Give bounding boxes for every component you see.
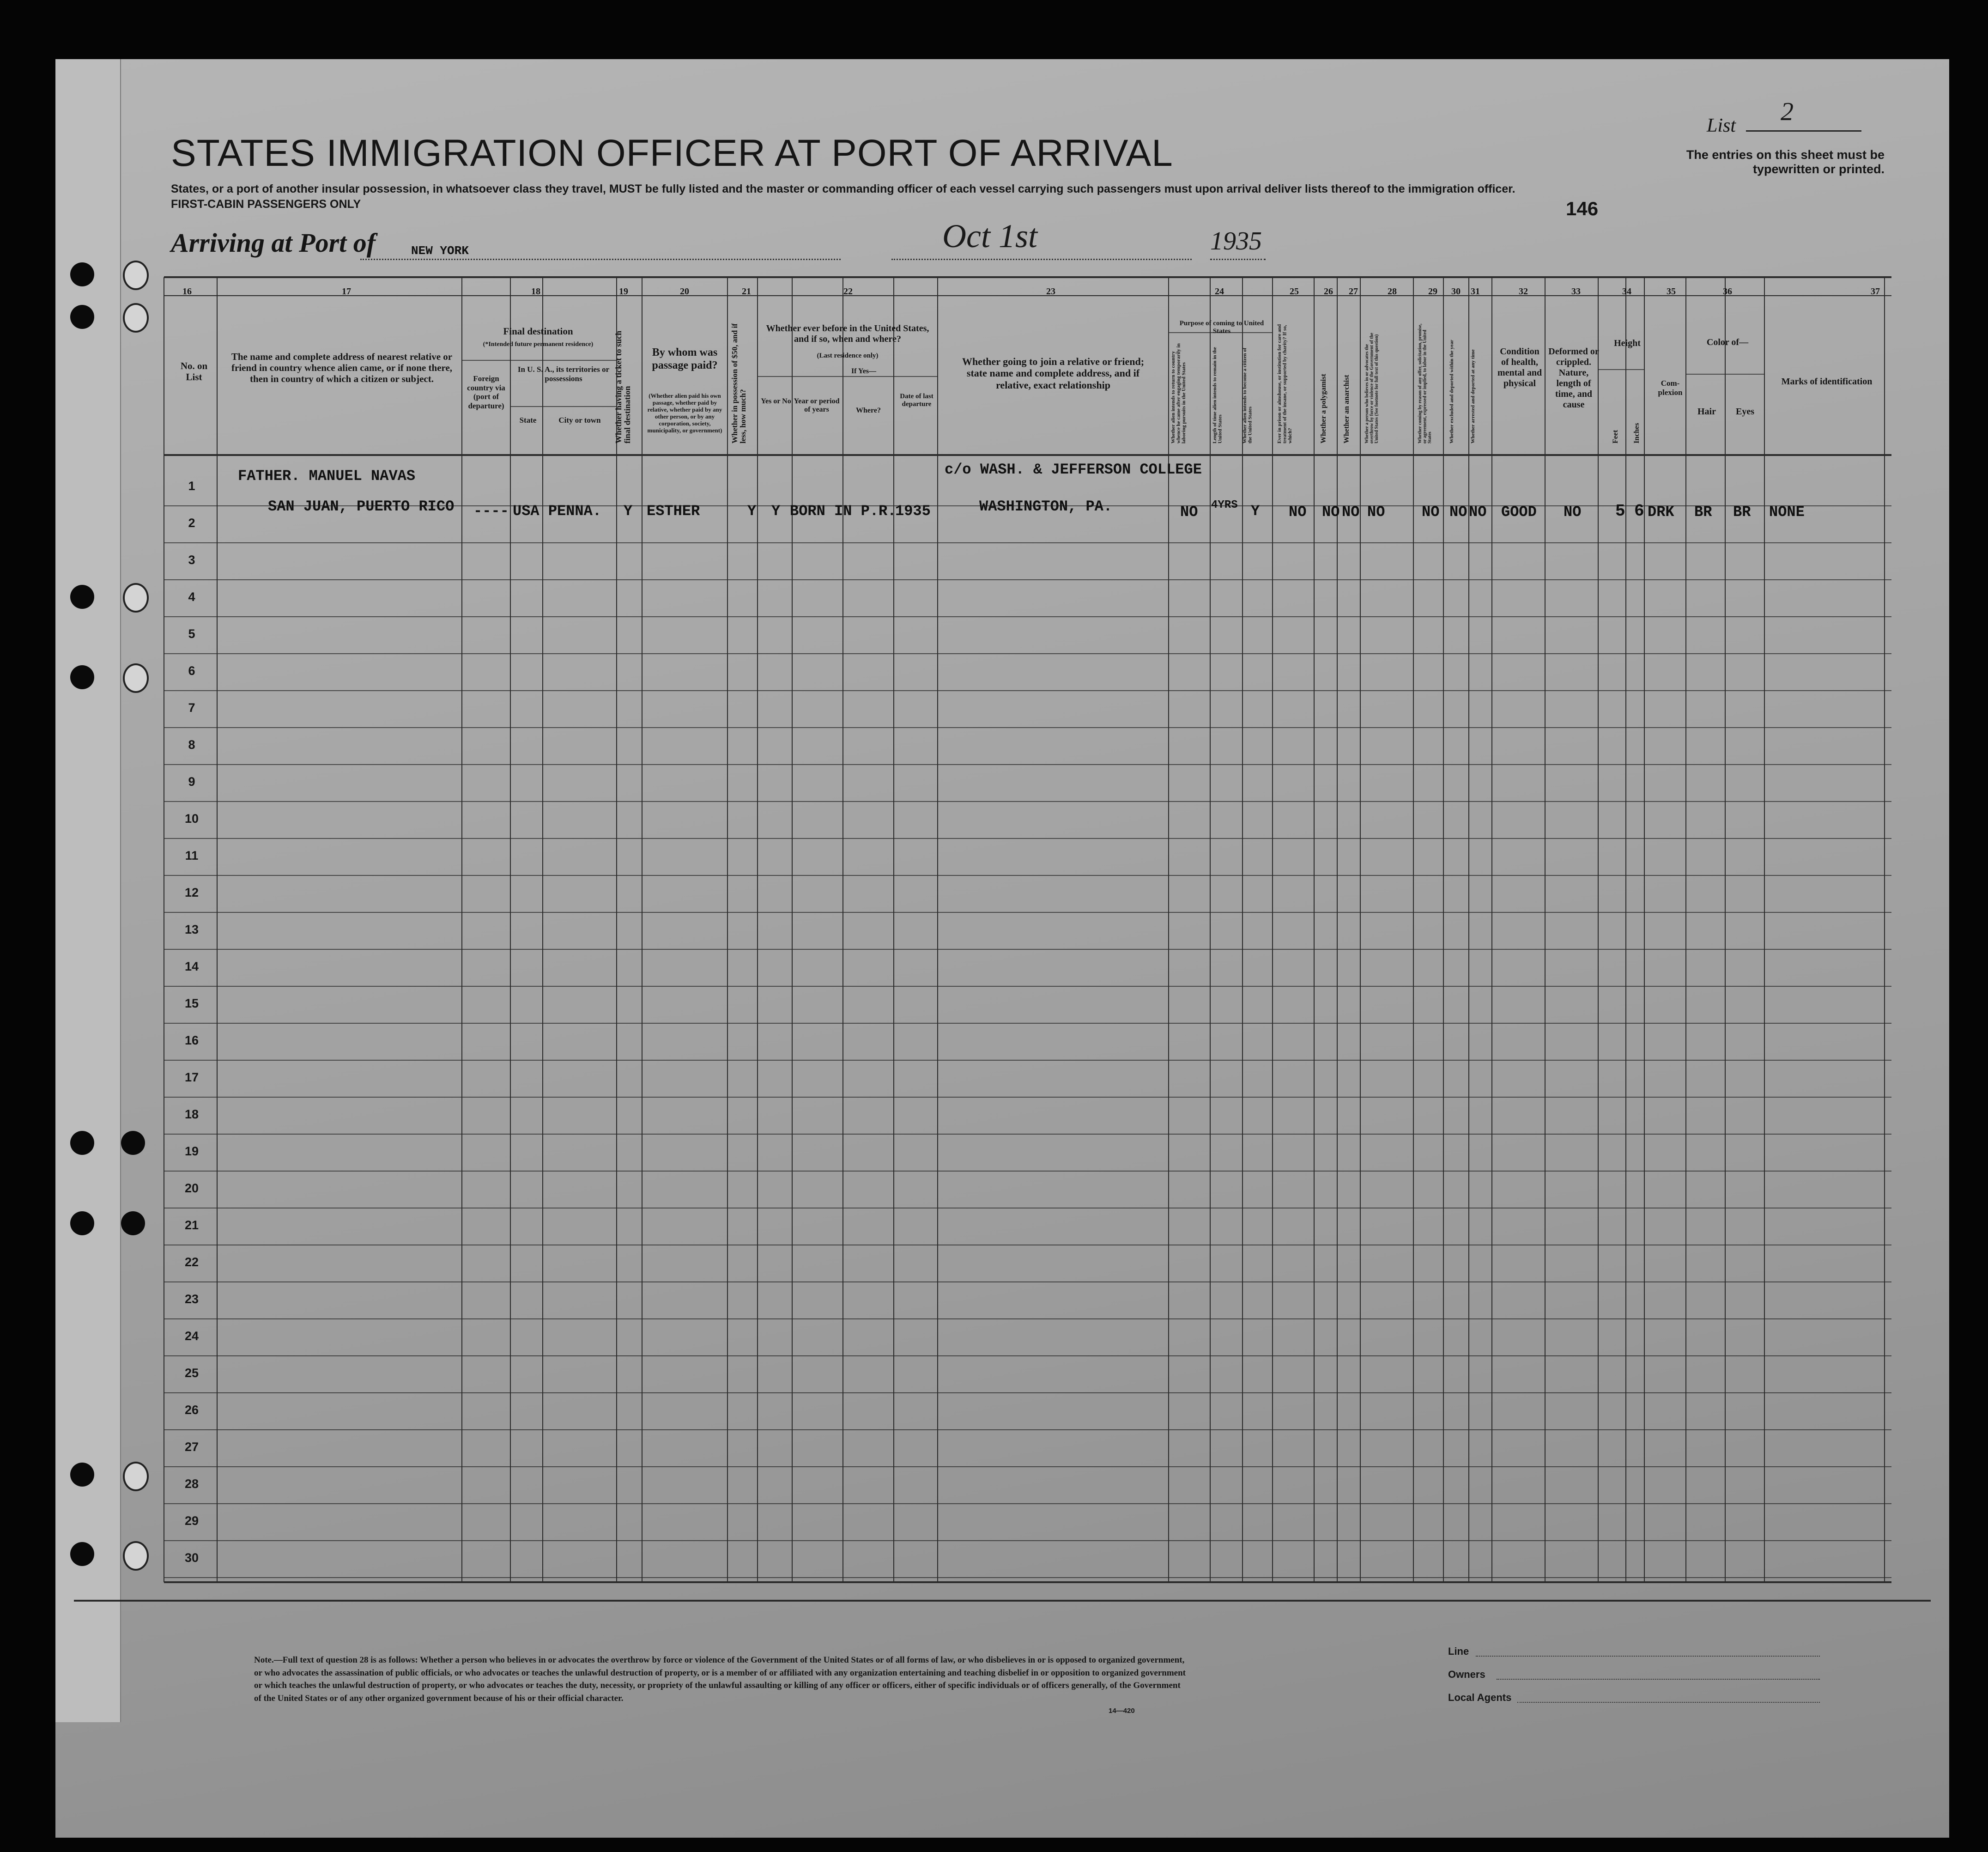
typewritten-instructions: The entries on this sheet must be typewritten or printed.	[1686, 148, 1885, 176]
colnum-21: 21	[742, 286, 751, 297]
row-number: 5	[188, 627, 195, 641]
header-feet: Feet	[1612, 430, 1619, 443]
row-number: 6	[188, 664, 195, 678]
header-final-destination-note: (*Intended future permanent residence)	[483, 341, 594, 348]
row-number: 2	[188, 516, 195, 530]
entry-health: GOOD	[1501, 504, 1537, 521]
row-number: 20	[184, 1181, 199, 1195]
header-prison: Ever in prison or almshouse, or institution for care and treatment of the insane, or supported by charity? If so, which?	[1277, 324, 1293, 443]
header-yes-or-no: Yes or No	[761, 397, 791, 405]
entry-purpose-b: 4YRS	[1211, 499, 1238, 511]
row-number: 10	[184, 812, 199, 826]
colnum-19: 19	[619, 286, 628, 297]
header-city: City or town	[558, 416, 601, 425]
row-number: 30	[184, 1551, 199, 1565]
header-anarchist: Whether an anarchist	[1343, 375, 1351, 443]
entry-q28: NO	[1367, 504, 1385, 521]
colnum-29: 29	[1428, 286, 1437, 297]
header-purpose-c: Whether alien intends to become a citizen of the United States	[1242, 347, 1253, 443]
entry-complexion: DRK	[1648, 504, 1674, 521]
header-polygamist: Whether a polygamist	[1320, 374, 1327, 443]
header-q29: Whether coming by reason of any offer, solicitation, promise, or agreement, expressed or implied, to labor in the United States	[1418, 323, 1432, 443]
header-q30: Whether excluded and deported within the year	[1449, 340, 1455, 443]
document-title: STATES IMMIGRATION OFFICER AT PORT OF ARRIVAL	[171, 132, 1173, 174]
entry-foreign-country: ----	[473, 503, 509, 520]
row-number: 4	[188, 590, 195, 604]
header-last-residence: (Last residence only)	[817, 352, 879, 359]
header-year-or-period: Year or period of years	[794, 397, 840, 414]
header-eyes: Eyes	[1736, 407, 1754, 417]
line-label: Line	[1448, 1646, 1469, 1657]
colnum-36: 36	[1723, 286, 1732, 297]
form-number: 14—420	[1109, 1707, 1135, 1715]
header-hair: Hair	[1697, 407, 1716, 417]
arriving-label: Arriving at Port of	[171, 228, 376, 258]
row-number: 16	[184, 1033, 199, 1047]
colnum-16: 16	[182, 286, 192, 297]
header-inches: Inches	[1633, 423, 1641, 443]
header-foreign-country: Foreign country via (port of departure)	[467, 374, 505, 410]
colnum-20: 20	[680, 286, 689, 297]
row-number: 26	[184, 1403, 199, 1417]
colnum-26: 26	[1324, 286, 1333, 297]
header-if-yes: If Yes—	[851, 367, 877, 375]
row-number: 25	[184, 1366, 199, 1380]
entry-possession: Y	[747, 503, 757, 520]
row-number: 14	[184, 959, 199, 973]
list-label: List	[1707, 115, 1736, 136]
row-number: 7	[188, 701, 195, 715]
entry-polygamist: NO	[1322, 504, 1340, 521]
row-number: 21	[184, 1218, 199, 1232]
row-number: 1	[188, 479, 195, 493]
row-number: 24	[184, 1329, 199, 1343]
colnum-33: 33	[1571, 286, 1581, 297]
entry-joining-line1: c/o WASH. & JEFFERSON COLLEGE	[945, 461, 1202, 478]
entry-paid-by: ESTHER	[647, 503, 700, 520]
header-purpose-a: Whether alien intends to return to country whence he came after engaging temporarily in laboring pursuits in the United States	[1170, 343, 1187, 443]
header-color-of: Color of—	[1706, 337, 1749, 347]
colnum-28: 28	[1388, 286, 1397, 297]
agents-label: Local Agents	[1448, 1692, 1512, 1703]
entry-q31: NO	[1469, 504, 1487, 521]
colnum-37: 37	[1871, 286, 1880, 297]
row-number: 15	[184, 996, 199, 1010]
entry-anarchist: NO	[1342, 504, 1360, 521]
colnum-22: 22	[843, 286, 853, 297]
footnote-q28: Note.—Full text of question 28 is as follows: Whether a person who believes in or advocates the overthrow by force or violence of the Government of the United States or of all forms of law, or who disbelieves in or is opposed to organized government, or who advocates the assassination of public officials, or who advocates or teaches the unlawful destruction of property, or is a member of or affiliated with any organization entertaining and teaching disbelief in or opposition to organized government or which teaches the unlawful destruction of property, or who advocates or teaches the duty, necessity, or propriety of the unlawful assaulting or killing of any officer or officers, either of specific individuals or of officers generally, of the Government of the United States or of any other organized government because of his or their official character.	[254, 1655, 1186, 1703]
row-number: 9	[188, 775, 195, 789]
header-complexion: Com-plexion	[1658, 379, 1683, 397]
row-number: 18	[184, 1107, 199, 1121]
row-number: 3	[188, 553, 195, 567]
stamp-number: 146	[1566, 198, 1599, 219]
entry-eyes: BR	[1733, 504, 1751, 521]
entry-joining-line2: WASHINGTON, PA.	[979, 498, 1113, 515]
header-by-whom-paid-note: (Whether alien paid his own passage, whether paid by relative, whether paid by any other person, or by any corporation, society, municipality, or government)	[647, 392, 722, 434]
entry-ever-before: Y	[771, 503, 781, 520]
owners-label: Owners	[1448, 1669, 1485, 1680]
line-underline	[1476, 1656, 1820, 1657]
row-number: 22	[184, 1255, 199, 1269]
header-state: State	[519, 416, 537, 425]
header-height: Height	[1614, 338, 1641, 348]
document-subtitle: States, or a port of another insular possession, in whatsoever class they travel, MUST be fully listed and the master or commanding officer of each vessel carrying such passengers must upon arrival deliver lists thereof to the immigration officer.	[171, 182, 1515, 195]
row-number: 29	[184, 1514, 199, 1528]
port-of-arrival: NEW YORK	[411, 244, 469, 258]
row-number: 19	[184, 1144, 199, 1158]
colnum-27: 27	[1349, 286, 1358, 297]
colnum-35: 35	[1667, 286, 1676, 297]
entry-marks: NONE	[1769, 504, 1805, 521]
header-ticket: Whether having a ticket to such final destination	[614, 330, 632, 443]
entry-last-departure: 1935	[895, 503, 931, 520]
colnum-23: 23	[1046, 286, 1055, 297]
entry-purpose-a: NO	[1180, 504, 1198, 521]
entry-feet: 5	[1615, 502, 1625, 521]
header-by-whom-paid: By whom was passage paid?	[652, 346, 718, 371]
header-where: Where?	[856, 407, 881, 414]
header-date-last-departure: Date of last departure	[900, 393, 933, 408]
entry-q29: NO	[1422, 504, 1440, 521]
row-number: 23	[184, 1292, 199, 1306]
entry-where: BORN IN P.R.	[790, 503, 897, 520]
owners-underline	[1497, 1679, 1820, 1680]
header-joining-relative: Whether going to join a relative or friend; state name and complete address, and if relative, exact relationship	[962, 356, 1145, 391]
entry-inches: 6	[1634, 502, 1644, 521]
header-possession-50: Whether in possession of $50, and if less, how much?	[730, 323, 747, 443]
row-number: 11	[185, 849, 199, 862]
header-purpose: Purpose of coming to United States	[1179, 320, 1264, 335]
header-in-usa: In U. S. A., its territories or possessions	[517, 365, 610, 383]
row-number: 27	[184, 1440, 199, 1454]
entry-prison: NO	[1289, 504, 1307, 521]
row-number: 13	[184, 923, 199, 936]
entry-q30: NO	[1449, 504, 1467, 521]
colnum-25: 25	[1290, 286, 1299, 297]
colnum-32: 32	[1519, 286, 1528, 297]
header-deformed: Deformed or crippled. Nature, length of time, and cause	[1548, 346, 1599, 410]
colnum-30: 30	[1451, 286, 1461, 297]
row-number: 8	[188, 738, 195, 752]
entry-ticket: Y	[624, 503, 633, 520]
colnum-34: 34	[1622, 286, 1631, 297]
entry-purpose-c: Y	[1251, 503, 1260, 520]
row-number: 28	[184, 1477, 199, 1491]
header-marks: Marks of identification	[1781, 376, 1873, 387]
header-health: Condition of health, mental and physical	[1497, 346, 1542, 389]
header-q28: Whether a person who believes in or advocates the overthrow by force or violence of the Government of the United States (See footnote for full text of this question)	[1364, 333, 1379, 443]
header-q31: Whether arrested and deported at any time	[1470, 349, 1476, 443]
header-ever-before: Whether ever before in the United States, and if so, when and where?	[766, 323, 929, 344]
entry-state: USA PENNA.	[513, 503, 602, 520]
entry-relative-line1: FATHER. MANUEL NAVAS	[238, 468, 416, 485]
arrival-year: 1935	[1210, 227, 1262, 255]
colnum-31: 31	[1471, 286, 1480, 297]
header-final-destination: Final destination	[503, 326, 573, 337]
colnum-17: 17	[342, 286, 351, 297]
colnum-24: 24	[1215, 286, 1224, 297]
colnum-18: 18	[531, 286, 540, 297]
class-line: FIRST-CABIN PASSENGERS ONLY	[171, 198, 361, 211]
row-number: 12	[184, 886, 199, 899]
agents-underline	[1517, 1702, 1820, 1703]
list-number: 2	[1781, 97, 1794, 126]
header-purpose-b: Length of time alien intends to remain in the United States	[1212, 347, 1223, 443]
header-nearest-relative: The name and complete address of nearest relative or friend in country whence alien came, or if none there, then in country of which a citizen or subject.	[231, 351, 453, 385]
arrival-date: Oct 1st	[942, 218, 1037, 255]
entry-relative-line2: SAN JUAN, PUERTO RICO	[268, 498, 455, 515]
entry-hair: BR	[1694, 504, 1712, 521]
entry-deformed: NO	[1564, 504, 1582, 521]
row-number: 17	[184, 1070, 199, 1084]
header-no-on-list: No. on List	[180, 360, 208, 383]
